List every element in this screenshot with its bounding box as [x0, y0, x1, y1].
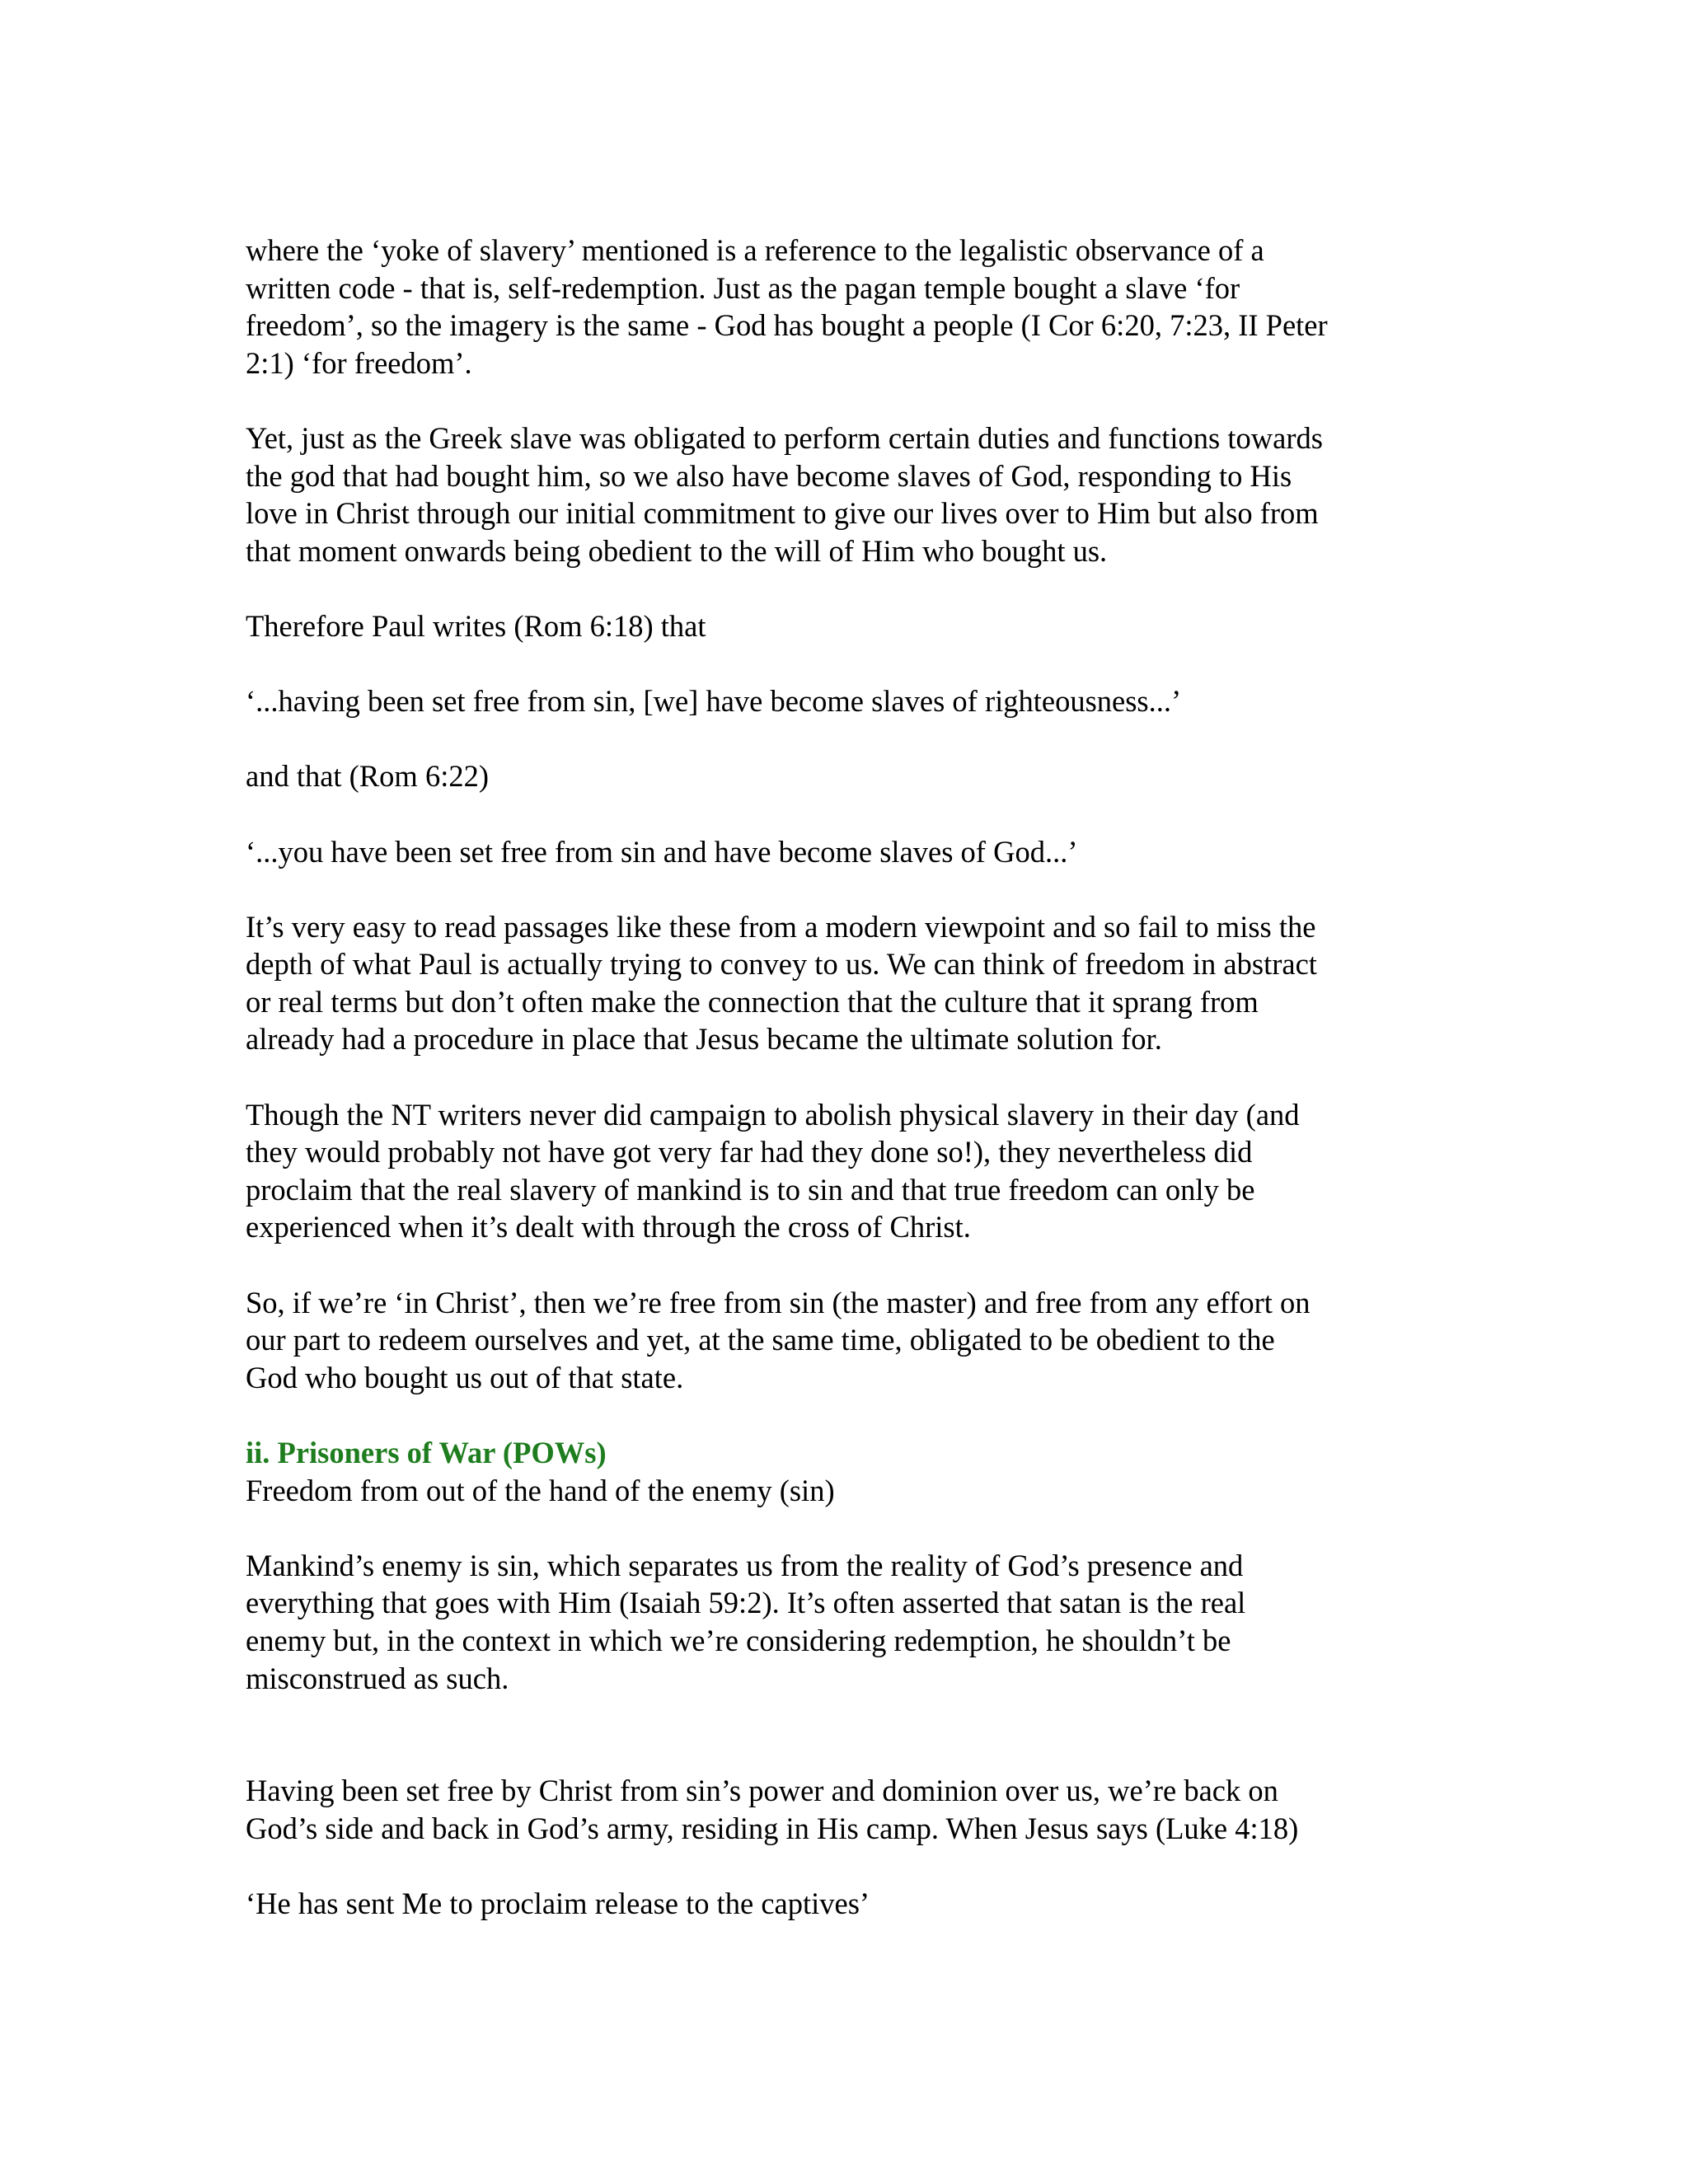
paragraph-modern-viewpoint [246, 908, 1457, 1058]
paragraph-set-free-by-christ [246, 1772, 1457, 1847]
text-line: everything that goes with Him (Isaiah 59:2). It’s often asserted that satan is the real [246, 1586, 1246, 1620]
text-line: It’s very easy to read passages like these from a modern viewpoint and so fail to miss the [246, 909, 1316, 944]
text-line: God who bought us out of that state. [246, 1360, 684, 1394]
text-line: misconstrued as such. [246, 1661, 509, 1695]
document-page [246, 232, 1457, 1960]
text-line: So, if we’re ‘in Christ’, then we’re free from sin (the master) and free from any effort on [246, 1285, 1311, 1319]
quote-luke-4-18 [246, 1885, 1457, 1923]
text-line: or real terms but don’t often make the connection that the culture that it sprang from [246, 984, 1259, 1019]
paragraph-greek-slave [246, 419, 1457, 569]
text-line: Yet, just as the Greek slave was obligated to perform certain duties and functions towards [246, 420, 1323, 455]
text-line: written code - that is, self-redemption. Just as the pagan temple bought a slave ‘for [246, 270, 1240, 305]
quote-rom-6-18 [246, 682, 1457, 720]
text-line: Though the NT writers never did campaign to abolish physical slavery in their day (and [246, 1097, 1300, 1132]
section-heading [246, 1434, 1457, 1472]
text-line: Having been set free by Christ from sin’s power and dominion over us, we’re back on [246, 1774, 1278, 1808]
paragraph-mankinds-enemy [246, 1547, 1457, 1697]
text-line: ‘He has sent Me to proclaim release to the captives’ [246, 1886, 870, 1920]
text-line: depth of what Paul is actually trying to convey to us. We can think of freedom in abstract [246, 947, 1317, 982]
paragraph-in-christ [246, 1284, 1457, 1397]
text-line: they would probably not have got very far had they done so!), they nevertheless did [246, 1135, 1253, 1169]
text-line: where the ‘yoke of slavery’ mentioned is a reference to the legalistic observance of a [246, 233, 1264, 267]
text-line: the god that had bought him, so we also have become slaves of God, responding to His [246, 458, 1292, 493]
text-line: freedom’, so the imagery is the same - God has bought a people (I Cor 6:20, 7:23, II Peter [246, 308, 1328, 343]
quote-rom-6-22 [246, 833, 1457, 871]
text-line: already had a procedure in place that Jesus became the ultimate solution for. [246, 1022, 1162, 1057]
text-line: enemy but, in the context in which we’re considering redemption, he shouldn’t be [246, 1623, 1231, 1657]
paragraph-nt-writers [246, 1096, 1457, 1246]
text-line: and that (Rom 6:22) [246, 759, 489, 794]
text-line: experienced when it’s dealt with through the cross of Christ. [246, 1210, 971, 1244]
text-line: proclaim that the real slavery of mankind is to sin and that true freedom can only be [246, 1172, 1255, 1207]
paragraph-and-that [246, 757, 1457, 795]
text-line: Mankind’s enemy is sin, which separates us from the reality of God’s presence and [246, 1548, 1244, 1582]
text-line: love in Christ through our initial commitment to give our lives over to Him but also from [246, 496, 1319, 531]
text-line: ‘...you have been set free from sin and have become slaves of God...’ [246, 834, 1078, 869]
paragraph-yoke-of-slavery [246, 232, 1457, 382]
text-line: Therefore Paul writes (Rom 6:18) that [246, 608, 706, 643]
paragraph-paul-writes [246, 607, 1457, 645]
section-subheading-text: Freedom from out of the hand of the enemy (sin) [246, 1473, 835, 1507]
section-subheading [246, 1472, 1457, 1510]
text-line: 2:1) ‘for freedom’. [246, 345, 472, 380]
text-line: God’s side and back in God’s army, residing in His camp. When Jesus says (Luke 4:18) [246, 1811, 1299, 1845]
section-heading-text: ii. Prisoners of War (POWs) [246, 1436, 607, 1469]
text-line: that moment onwards being obedient to the will of Him who bought us. [246, 533, 1108, 568]
text-line: ‘...having been set free from sin, [we] have become slaves of righteousness...’ [246, 684, 1182, 719]
text-line: our part to redeem ourselves and yet, at the same time, obligated to be obedient to the [246, 1323, 1275, 1357]
